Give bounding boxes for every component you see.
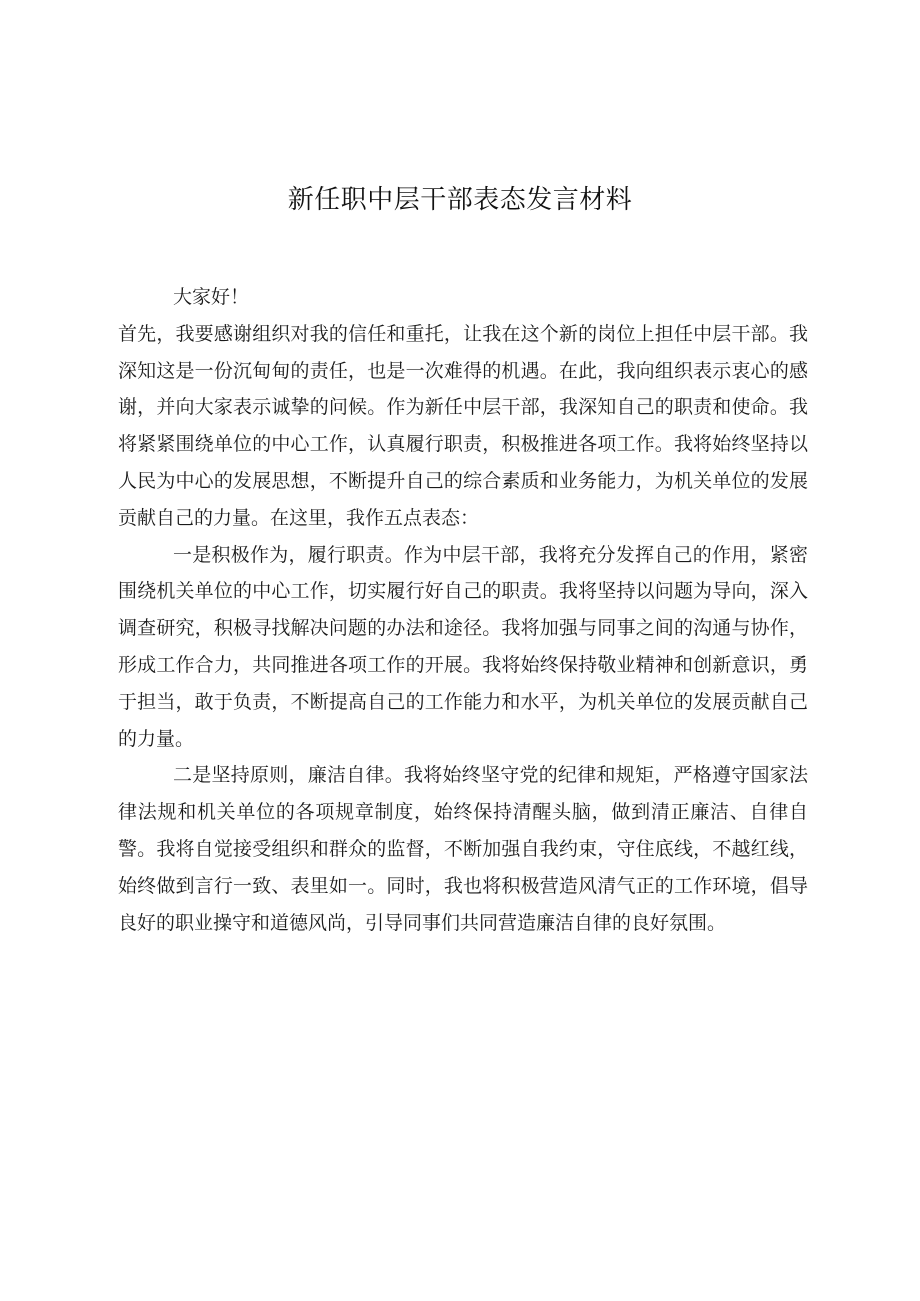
document-body (118, 279, 808, 941)
document-title: 新任职中层干部表态发言材料 (287, 185, 633, 215)
point-two-paragraph: 二是坚持原则，廉洁自律。我将始终坚守党的纪律和规矩，严格遵守国家法律法规和机关单位的各项规章制度，始终保持清醒头脑，做到清正廉洁、自律自警。我将自觉接受组织和群众的监督，不断加强自我约束，守住底线，不越红线，始终做到言行一致、表里如一。同时，我也将积极营造风清气正的工作环境，倡导良好的职业操守和道德风尚，引导同事们共同营造廉洁自律的良好氛围。 (118, 764, 808, 934)
point-one-paragraph: 一是积极作为，履行职责。作为中层干部，我将充分发挥自己的作用，紧密围绕机关单位的中心工作，切实履行好自己的职责。我将坚持以问题为导向，深入调查研究，积极寻找解决问题的办法和途径。我将加强与同事之间的沟通与协作，形成工作合力，共同推进各项工作的开展。我将始终保持敬业精神和创新意识，勇于担当，敢于负责，不断提高自己的工作能力和水平，为机关单位的发展贡献自己的力量。 (118, 543, 808, 750)
intro-paragraph: 首先，我要感谢组织对我的信任和重托，让我在这个新的岗位上担任中层干部。我深知这是一份沉甸甸的责任，也是一次难得的机遇。在此，我向组织表示衷心的感谢，并向大家表示诚挚的问候。作为新任中层干部，我深知自己的职责和使命。我将紧紧围绕单位的中心工作，认真履行职责，积极推进各项工作。我将始终坚持以人民为中心的发展思想，不断提升自己的综合素质和业务能力，为机关单位的发展贡献自己的力量。在这里，我作五点表态： (118, 322, 808, 529)
greeting-paragraph: 大家好！ (173, 286, 250, 308)
